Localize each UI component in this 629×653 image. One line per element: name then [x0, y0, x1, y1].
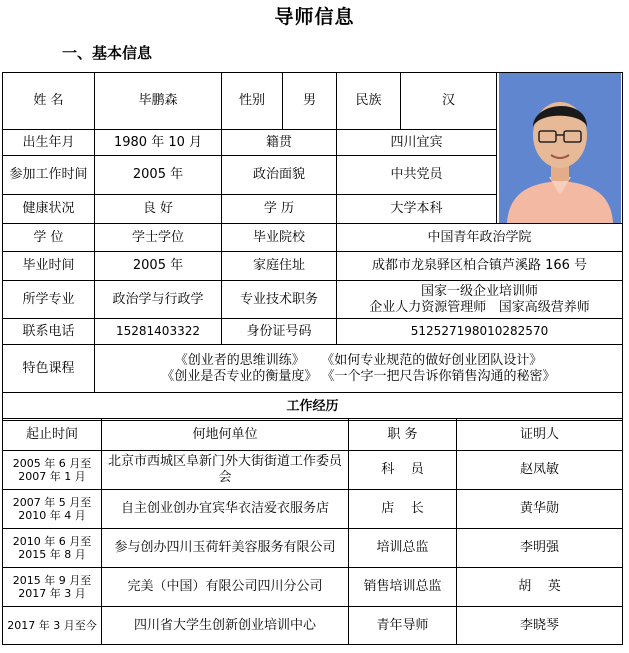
position: 培训总监 — [349, 529, 457, 568]
work-history-table — [2, 418, 623, 645]
education-value: 大学本科 — [337, 195, 497, 224]
gender-label: 性别 — [222, 73, 283, 130]
unit: 四川省大学生创新创业培训中心 — [102, 607, 349, 645]
unit: 自主创业创办宜宾华衣洁爱衣服务店 — [102, 490, 349, 529]
name-value: 毕鹏森 — [95, 73, 222, 130]
header-position: 职 务 — [349, 419, 457, 451]
unit: 北京市西城区阜新门外大街街道工作委员会 — [102, 451, 349, 490]
witness: 黄华勋 — [457, 490, 623, 529]
courses-label: 特色课程 — [3, 345, 95, 393]
ethnic-label: 民族 — [337, 73, 401, 130]
page-title: 导师信息 — [274, 6, 355, 28]
unit: 参与创办四川玉荷轩美容服务有限公司 — [102, 529, 349, 568]
political-label: 政治面貌 — [222, 156, 337, 195]
birth-label: 出生年月 — [3, 130, 95, 156]
education-label: 学 历 — [222, 195, 337, 224]
period: 2010 年 6 月至 2015 年 8 月 — [3, 529, 102, 568]
table-row — [3, 607, 623, 645]
period: 2005 年 6 月至 2007 年 1 月 — [3, 451, 102, 490]
id-label: 身份证号码 — [222, 319, 337, 345]
school-value: 中国青年政治学院 — [337, 224, 623, 252]
name-label: 姓 名 — [3, 73, 95, 130]
witness: 李明强 — [457, 529, 623, 568]
course-line-2: 《创业是否专业的衡量度》 《一个字一把尺告诉你销售沟通的秘密》 — [161, 368, 556, 384]
courses-value — [95, 345, 623, 393]
health-label: 健康状况 — [3, 195, 95, 224]
table-row — [3, 529, 623, 568]
work-start-value: 2005 年 — [95, 156, 222, 195]
period: 2017 年 3 月至今 — [3, 607, 102, 645]
work-history-title: 工作经历 — [3, 393, 623, 421]
table-row — [3, 451, 623, 490]
major-label: 所学专业 — [3, 281, 95, 319]
title-label: 专业技术职务 — [222, 281, 337, 319]
political-value: 中共党员 — [337, 156, 497, 195]
header-witness: 证明人 — [457, 419, 623, 451]
position: 销售培训总监 — [349, 568, 457, 607]
witness: 赵凤敏 — [457, 451, 623, 490]
address-label: 家庭住址 — [222, 252, 337, 281]
school-label: 毕业院校 — [222, 224, 337, 252]
native-value: 四川宜宾 — [337, 130, 497, 156]
degree-label: 学 位 — [3, 224, 95, 252]
title-value — [337, 281, 623, 319]
header-period: 起止时间 — [3, 419, 102, 451]
id-value: 512527198010282570 — [337, 319, 623, 345]
work-start-label: 参加工作时间 — [3, 156, 95, 195]
title-line-1: 国家一级企业培训师 — [420, 283, 538, 299]
grad-time-label: 毕业时间 — [3, 252, 95, 281]
portrait-photo — [499, 73, 621, 223]
gender-value: 男 — [283, 73, 337, 130]
degree-value: 学士学位 — [95, 224, 222, 252]
photo-cell — [497, 73, 623, 224]
basic-info-table — [2, 72, 623, 421]
health-value: 良 好 — [95, 195, 222, 224]
witness: 李晓琴 — [457, 607, 623, 645]
witness: 胡 英 — [457, 568, 623, 607]
table-row — [3, 568, 623, 607]
phone-label: 联系电话 — [3, 319, 95, 345]
phone-value: 15281403322 — [95, 319, 222, 345]
title-line-2: 企业人力资源管理师 国家高级营养师 — [369, 299, 590, 315]
section-title: 一、基本信息 — [62, 44, 153, 62]
major-value: 政治学与行政学 — [95, 281, 222, 319]
address-value: 成都市龙泉驿区柏合镇芦溪路 166 号 — [337, 252, 623, 281]
unit: 完美（中国）有限公司四川分公司 — [102, 568, 349, 607]
period: 2007 年 5 月至 2010 年 4 月 — [3, 490, 102, 529]
position: 店 长 — [349, 490, 457, 529]
position: 青年导师 — [349, 607, 457, 645]
table-row — [3, 490, 623, 529]
ethnic-value: 汉 — [401, 73, 497, 130]
period: 2015 年 9 月至 2017 年 3 月 — [3, 568, 102, 607]
position: 科 员 — [349, 451, 457, 490]
grad-time-value: 2005 年 — [95, 252, 222, 281]
header-unit: 何地何单位 — [102, 419, 349, 451]
native-label: 籍贯 — [222, 130, 337, 156]
birth-value: 1980 年 10 月 — [95, 130, 222, 156]
course-line-1: 《创业者的思维训练》 《如何专业规范的做好创业团队设计》 — [174, 352, 543, 368]
